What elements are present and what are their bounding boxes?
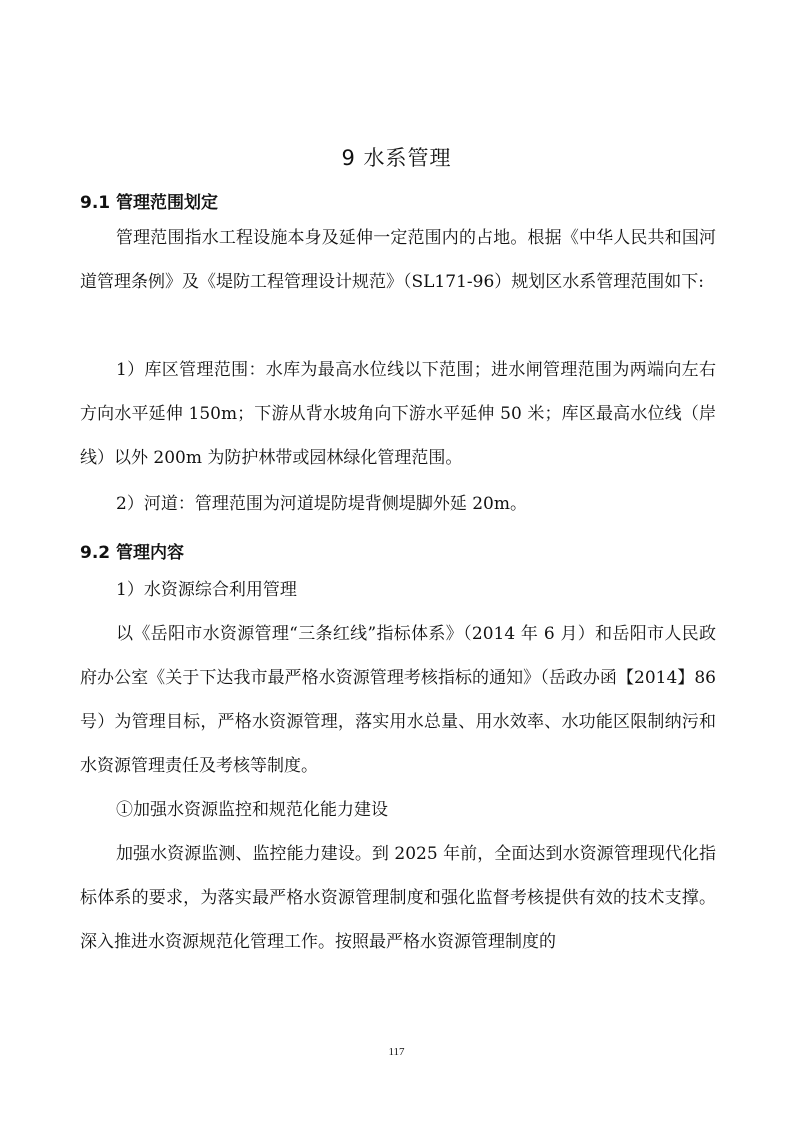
paragraph-water-resource-management: 1）水资源综合利用管理 <box>116 580 297 600</box>
paragraph-monitoring-capacity: 加强水资源监测、监控能力建设。到 2025 年前，全面达到水资源管理现代化指标体系的要求，为落实最严格水资源管理制度和强化监督考核提供有效的技术支撑。深入推进水资源规范化管理工作。按照最严格水资源管理制度的 <box>80 844 716 952</box>
paragraph-reservoir-scope: 1）库区管理范围：水库为最高水位线以下范围；进水闸管理范围为两端向左右方向水平延伸 150m；下游从背水坡角向下游水平延伸 50 米；库区最高水位线（岸线）以外 200m 为防护林带或园林绿化管理范围。 <box>80 360 716 468</box>
chapter-title: 9 水系管理 <box>341 146 452 170</box>
paragraph-management-scope-intro: 管理范围指水工程设施本身及延伸一定范围内的占地。根据《中华人民共和国河道管理条例》及《堤防工程管理设计规范》（SL171-96）规划区水系管理范围如下: <box>80 228 716 292</box>
paragraph-river-scope: 2）河道：管理范围为河道堤防堤背侧堤脚外延 20m。 <box>116 494 527 514</box>
page-number: 117 <box>388 1046 405 1058</box>
section-heading-9-2: 9.2 管理内容 <box>80 543 185 563</box>
section-heading-9-1: 9.1 管理范围划定 <box>80 193 219 213</box>
paragraph-monitoring-subheading: ①加强水资源监控和规范化能力建设 <box>116 800 388 820</box>
paragraph-management-goals: 以《岳阳市水资源管理“三条红线”指标体系》（2014 年 6 月）和岳阳市人民政府办公室《关于下达我市最严格水资源管理考核指标的通知》（岳政办函【2014】86 号）为管理目标，严格水资源管理，落实用水总量、用水效率、水功能区限制纳污和水资源管理责任及考核等制度。 <box>80 624 716 776</box>
